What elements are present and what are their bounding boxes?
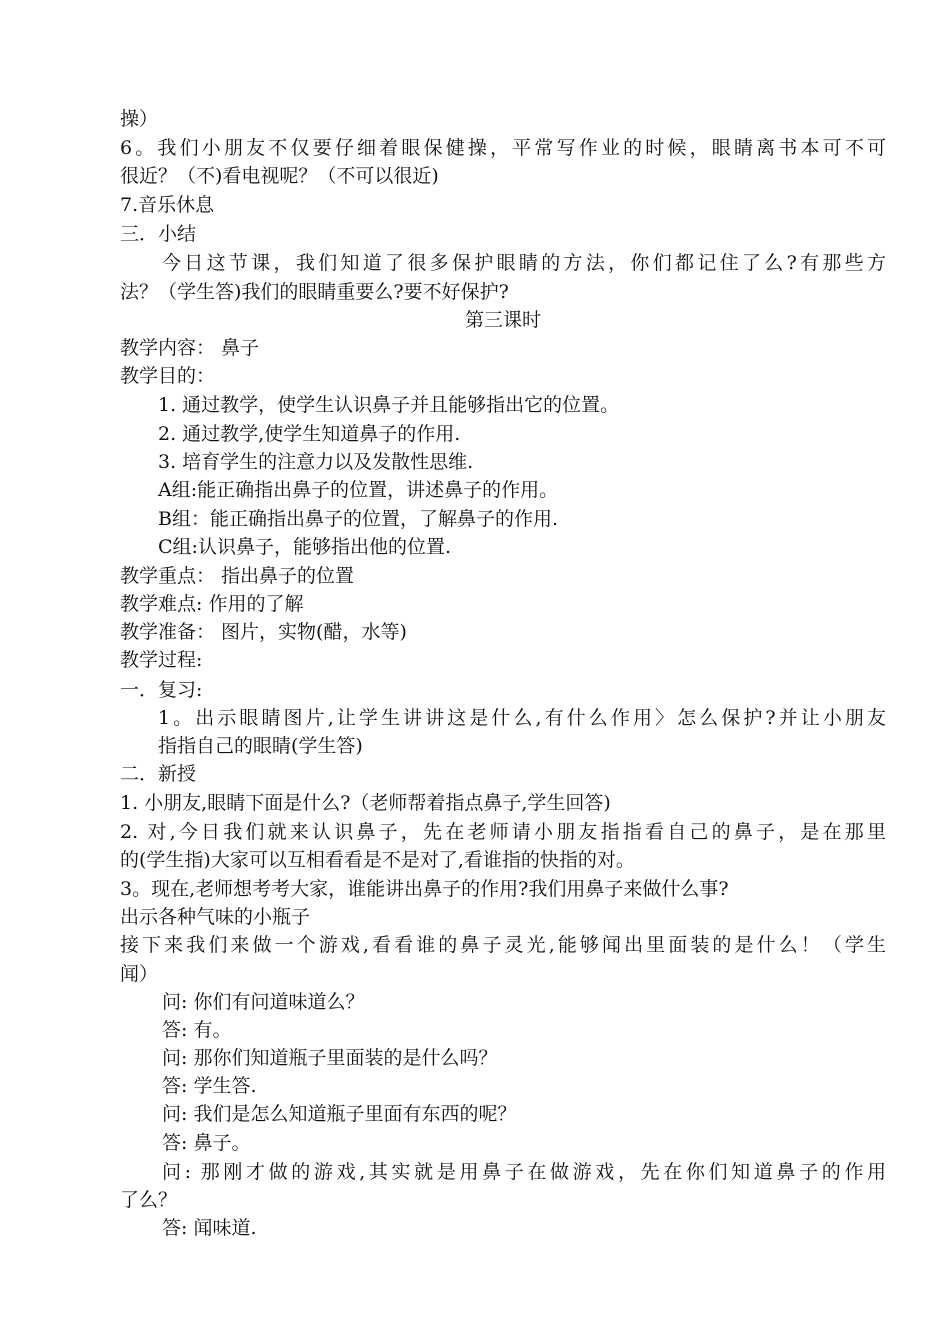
list-item: 3. 培育学生的注意力以及发散性思维.	[158, 451, 474, 473]
text-line: 3。现在,老师想考考大家，谁能讲出鼻子的作用?我们用鼻子来做什么事?	[120, 878, 729, 900]
text-line: 今日这节课，我们知道了很多保护眼睛的方法，你们都记住了么?有那些方	[162, 252, 886, 274]
text-line: 法？（学生答)我们的眼睛重要么?要不好保护?	[120, 281, 509, 303]
text-line: 教学重点： 指出鼻子的位置	[120, 565, 355, 587]
text-line: 指指自己的眼睛(学生答)	[158, 735, 363, 757]
text-line: 1。出示眼睛图片,让学生讲讲这是什么,有什么作用〉怎么保护?并让小朋友	[158, 707, 886, 729]
dialogue-line: 答: 闻味道.	[162, 1217, 257, 1239]
text-line: 闻）	[120, 963, 159, 985]
dialogue-line: 问: 你们有问道味道么？	[162, 991, 365, 1013]
text-line: 教学目的：	[120, 365, 216, 387]
text-line: 的(学生指)大家可以互相看看是不是对了,看谁指的快指的对。	[120, 849, 635, 871]
dialogue-line: 了么？	[120, 1189, 178, 1211]
lesson-title: 第三课时	[464, 309, 541, 331]
list-item: B组：能正确指出鼻子的位置，了解鼻子的作用.	[158, 508, 559, 530]
list-item: 1. 通过教学，使学生认识鼻子并且能够指出它的位置。	[158, 394, 620, 416]
section-heading: 三．小结	[120, 223, 197, 245]
text-line: 教学准备： 图片，实物(醋，水等)	[120, 621, 407, 643]
text-line: 操）	[120, 108, 159, 130]
dialogue-line: 问: 那你们知道瓶子里面装的是什么吗？	[162, 1047, 498, 1069]
list-item: C组:认识鼻子，能够指出他的位置.	[158, 536, 451, 558]
list-item: 2. 通过教学,使学生知道鼻子的作用.	[158, 423, 461, 445]
text-line: 出示各种气味的小瓶子	[120, 906, 311, 928]
text-line: 接下来我们来做一个游戏,看看谁的鼻子灵光,能够闻出里面装的是什么！（学生	[120, 934, 886, 956]
text-line: 7.音乐休息	[120, 194, 215, 216]
text-line: 2. 对,今日我们就来认识鼻子，先在老师请小朋友指指看自己的鼻子，是在那里	[120, 821, 886, 843]
text-line: 很近？（不)看电视呢？（不可以很近)	[120, 165, 439, 187]
dialogue-line: 问: 我们是怎么知道瓶子里面有东西的呢？	[162, 1103, 517, 1125]
text-line: 1. 小朋友,眼睛下面是什么?（老师帮着指点鼻子,学生回答)	[120, 792, 611, 814]
text-line: 教学难点: 作用的了解	[120, 593, 304, 615]
text-line: 6。我们小朋友不仅要仔细着眼保健操，平常写作业的时候，眼睛离书本可不可	[120, 137, 886, 159]
dialogue-line: 答: 有。	[162, 1019, 232, 1041]
dialogue-line: 问: 那刚才做的游戏,其实就是用鼻子在做游戏，先在你们知道鼻子的作用	[162, 1161, 886, 1183]
section-heading: 二．新授	[120, 763, 197, 785]
dialogue-line: 答: 鼻子。	[162, 1132, 251, 1154]
list-item: A组:能正确指出鼻子的位置，讲述鼻子的作用。	[158, 479, 559, 501]
text-line: 教学过程:	[120, 649, 203, 671]
section-heading: 一．复习:	[120, 679, 203, 701]
text-line: 教学内容： 鼻子	[120, 337, 260, 359]
dialogue-line: 答: 学生答.	[162, 1075, 257, 1097]
